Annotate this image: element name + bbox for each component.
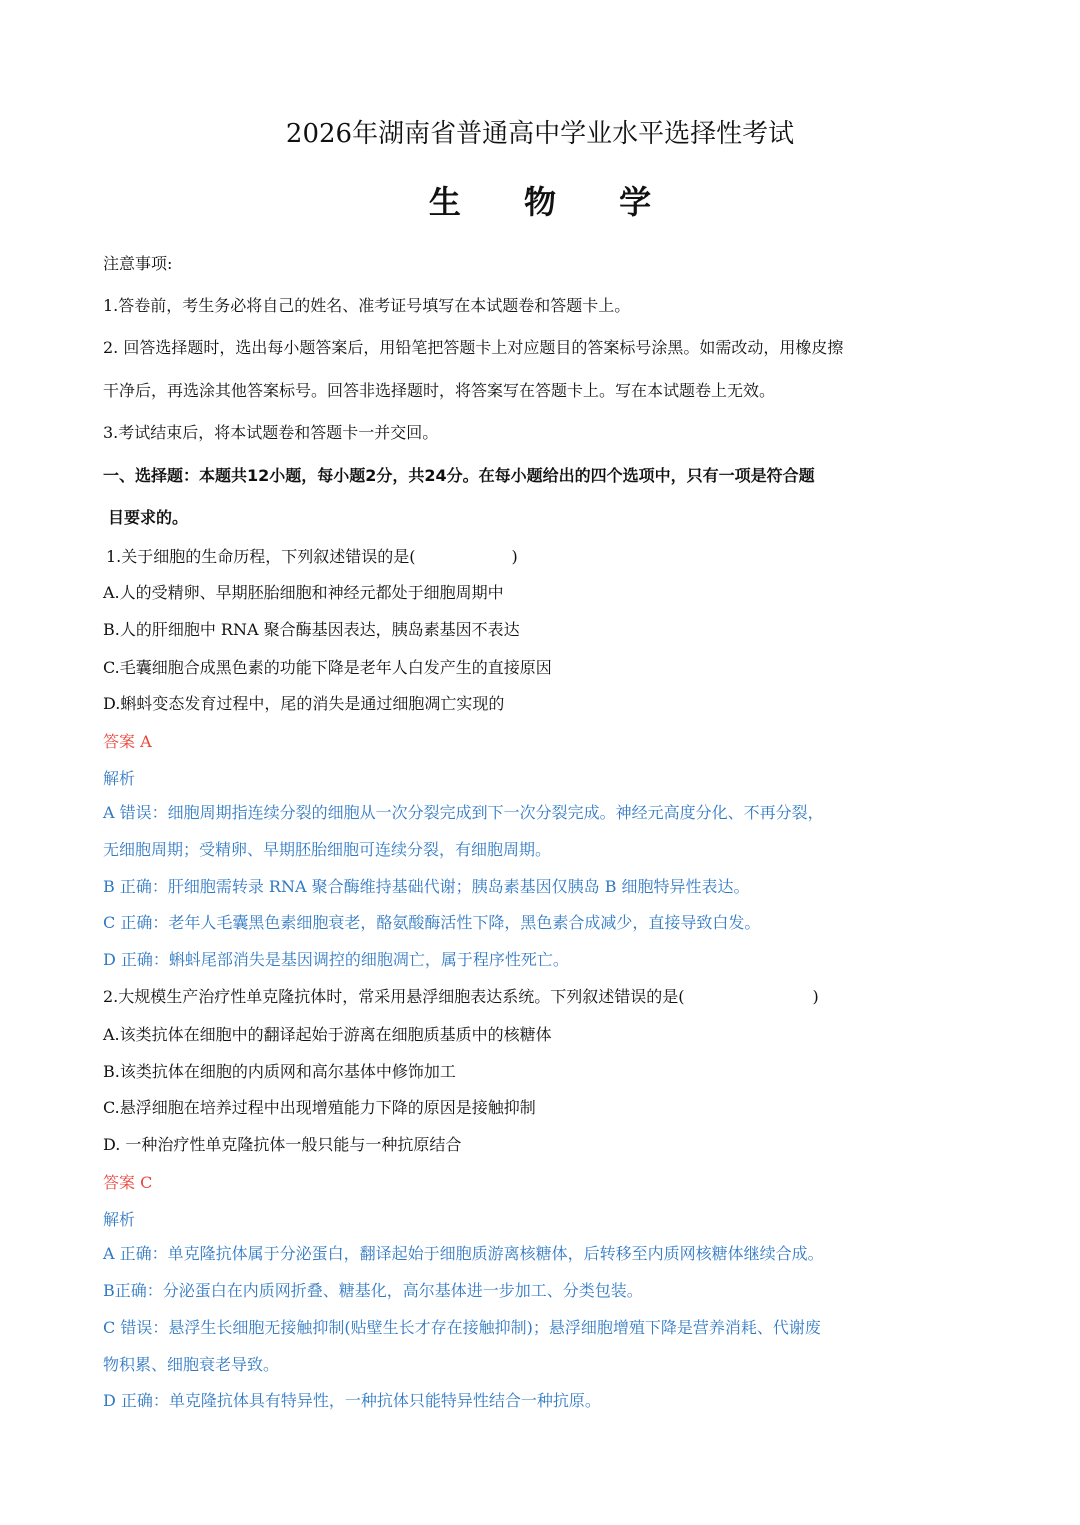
question-1-analysis-label: 解析 <box>103 769 136 788</box>
question-1-option-d: D.蝌蚪变态发育过程中，尾的消失是通过细胞凋亡实现的 <box>103 694 505 713</box>
question-1-option-a: A.人的受精卵、早期胚胎细胞和神经元都处于细胞周期中 <box>103 583 504 602</box>
section-heading: 一、选择题：本题共12小题，每小题2分，共24分。在每小题给出的四个选项中，只有一项是符合题 <box>103 466 815 485</box>
section-heading-cont: 目要求的。 <box>108 508 189 527</box>
question-1-analysis-b: B 正确：肝细胞需转录 RNA 聚合酶维持基础代谢；胰岛素基因仅胰岛 B 细胞特异性表达。 <box>103 877 750 896</box>
question-2-option-b: B.该类抗体在细胞的内质网和高尔基体中修饰加工 <box>103 1062 456 1081</box>
question-1-analysis-d: D 正确：蝌蚪尾部消失是基因调控的细胞凋亡，属于程序性死亡。 <box>103 950 569 969</box>
question-2-analysis-d: D 正确：单克隆抗体具有特异性，一种抗体只能特异性结合一种抗原。 <box>103 1391 601 1410</box>
exam-title: 2026年湖南省普通高中学业水平选择性考试 <box>285 119 795 149</box>
notice-heading: 注意事项: <box>103 254 173 273</box>
question-1-option-c: C.毛囊细胞合成黑色素的功能下降是老年人白发产生的直接原因 <box>103 658 552 677</box>
question-1-stem: 1.关于细胞的生命历程，下列叙述错误的是( ) <box>106 547 518 566</box>
subject-title: 生 物 学 <box>428 183 678 221</box>
notice-item-1: 1.答卷前，考生务必将自己的姓名、准考证号填写在本试题卷和答题卡上。 <box>103 296 631 315</box>
notice-item-3: 3.考试结束后，将本试题卷和答题卡一并交回。 <box>103 423 439 442</box>
question-2-analysis-c: C 错误：悬浮生长细胞无接触抑制(贴壁生长才存在接触抑制)；悬浮细胞增殖下降是营养消耗、代谢废 <box>103 1318 821 1337</box>
question-2-option-a: A.该类抗体在细胞中的翻译起始于游离在细胞质基质中的核糖体 <box>103 1025 552 1044</box>
question-2-analysis-c-cont: 物积累、细胞衰老导致。 <box>103 1355 280 1374</box>
question-2-option-c: C.悬浮细胞在培养过程中出现增殖能力下降的原因是接触抑制 <box>103 1098 536 1117</box>
question-1-analysis-c: C 正确：老年人毛囊黑色素细胞衰老，酪氨酸酶活性下降，黑色素合成减少，直接导致白发。 <box>103 913 761 932</box>
question-1-answer: 答案 A <box>103 732 152 751</box>
question-1-analysis-a-cont: 无细胞周期；受精卵、早期胚胎细胞可连续分裂，有细胞周期。 <box>103 840 552 859</box>
question-2-answer: 答案 C <box>103 1173 153 1192</box>
notice-item-2-cont: 干净后，再选涂其他答案标号。回答非选择题时，将答案写在答题卡上。写在本试题卷上无效。 <box>103 381 776 400</box>
question-2-analysis-label: 解析 <box>103 1210 136 1229</box>
question-1-option-b: B.人的肝细胞中 RNA 聚合酶基因表达，胰岛素基因不表达 <box>103 620 520 639</box>
question-2-stem: 2.大规模生产治疗性单克隆抗体时，常采用悬浮细胞表达系统。下列叙述错误的是( ) <box>103 987 819 1006</box>
question-2-analysis-b: B正确：分泌蛋白在内质网折叠、糖基化，高尔基体进一步加工、分类包装。 <box>103 1281 643 1300</box>
question-2-option-d: D. 一种治疗性单克隆抗体一般只能与一种抗原结合 <box>103 1135 462 1154</box>
notice-item-2: 2. 回答选择题时，选出每小题答案后，用铅笔把答题卡上对应题目的答案标号涂黑。如需改动，用橡皮擦 <box>103 338 844 357</box>
question-2-analysis-a: A 正确：单克隆抗体属于分泌蛋白，翻译起始于细胞质游离核糖体，后转移至内质网核糖体继续合成。 <box>103 1244 824 1263</box>
question-1-analysis-a: A 错误：细胞周期指连续分裂的细胞从一次分裂完成到下一次分裂完成。神经元高度分化、不再分裂， <box>103 803 824 822</box>
